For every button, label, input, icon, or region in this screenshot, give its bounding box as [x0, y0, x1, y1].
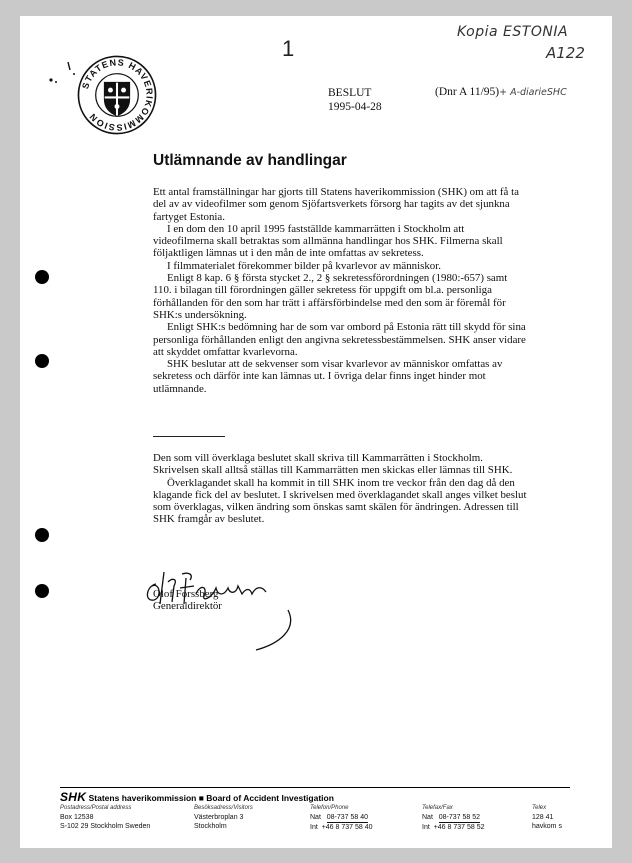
body-text: [153, 186, 528, 395]
reference-number: [435, 86, 567, 98]
signatory-title: Generaldirektör: [153, 600, 222, 613]
decision-label: BESLUT: [328, 87, 372, 99]
appeal-paragraph: Den som vill överklaga beslutet skall skriva till Kammarrätten i Stockholm. Skrivelsen skall alltså ställas till Kammarrätten men skickas eller lämnas till SHK.: [153, 452, 513, 477]
document-page: [20, 16, 612, 848]
svg-text:STATENS HAVERIKOMMISSION: STATENS HAVERIKOMMISSION: [80, 57, 155, 133]
footer-fax: Telefax/Fax Nat 08-737 58 52 Int +46 8 737 58 52: [422, 805, 485, 831]
footer-letterhead: [60, 790, 334, 804]
page-number: 1: [282, 36, 295, 61]
section-divider: [153, 436, 225, 437]
footer-postal: Postadress/Postal address Box 12538 S-102 29 Stockholm Sweden: [60, 805, 151, 830]
body-paragraph: Enligt SHK:s bedömning har de som var ombord på Estonia rätt till skydd för sina personliga förhållanden enligt den angivna sekretessbestämmelsen. SHK anser vidare att skyddet omfattar kvarlevorna.: [153, 321, 526, 358]
dnr-handwritten: + A-diarieSHC: [499, 87, 567, 98]
footer-telex: Telex 128 41 havkom s: [532, 805, 562, 830]
footer-org-name: Statens haverikommission: [88, 793, 197, 803]
body-paragraph: SHK beslutar att de sekvenser som visar kvarlevor av människor omfattas av sekretess och därför inte kan lämnas ut. I övriga delar finns inget hinder mot utlämnande.: [153, 358, 503, 395]
punch-hole: [35, 354, 49, 368]
shk-seal-logo: [76, 54, 158, 136]
handwritten-annotation: Kopia ESTONIA: [457, 24, 569, 40]
punch-hole: [35, 270, 49, 284]
dnr-printed: (Dnr A 11/95): [435, 86, 500, 98]
signatory-block: [153, 588, 222, 613]
footer-phone: Telefon/Phone Nat 08-737 58 40 Int +46 8 737 58 40: [310, 805, 373, 831]
signatory-name: Olof Forssberg: [153, 588, 219, 600]
decision-header: [328, 86, 382, 114]
scan-speck-icon: [48, 60, 78, 86]
footer-bullet: ■: [198, 793, 204, 803]
footer-visiting: Besöksadress/Visitors Västerbroplan 3 Stockholm: [194, 805, 253, 830]
punch-hole: [35, 584, 49, 598]
body-paragraph: Enligt 8 kap. 6 § första stycket 2., 2 § sekretessförordningen (1980:-657) samt 110. i bilagan till förordningen gäller sekretess för uppgift om bl.a. personliga förhållanden för den som har trätt i affärsförbindelse med den som är föremål för SHK:s undersökning.: [153, 272, 508, 321]
appeal-text: [153, 452, 528, 526]
decision-date: 1995-04-28: [328, 101, 382, 113]
footer-logo: SHK: [60, 790, 87, 804]
punch-hole: [35, 528, 49, 542]
body-paragraph: I en dom den 10 april 1995 fastställde kammarrätten i Stockholm att videofilmerna skall betraktas som allmänna handlingar hos SHK. Filmerna skall följaktligen lämnas ut i den mån de inte omfattas av sekretess.: [153, 222, 503, 260]
footer-org-name-en: Board of Accident Investigation: [206, 793, 334, 803]
footer-divider: [60, 787, 570, 788]
appeal-paragraph: Överklagandet skall ha kommit in till SHK inom tre veckor från den dag då den klagande fick del av beslutet. I skrivelsen med överklagandet skall anges vilket beslut som överklagas, vilken ändring som önskas samt skälen för ändringen. Adressen till SHK framgår av beslutet.: [153, 476, 527, 526]
body-paragraph: I filmmaterialet förekommer bilder på kvarlevor av människor.: [167, 259, 441, 272]
handwritten-archive-number: A122: [546, 44, 585, 62]
document-title: Utlämnande av handlingar: [153, 152, 347, 169]
body-paragraph: Ett antal framställningar har gjorts till Statens haverikommission (SHK) om att få ta del av av videofilmer som genom Sjöfartsverkets försorg har tagits av det sjunkna fartyget Estonia.: [153, 186, 519, 223]
